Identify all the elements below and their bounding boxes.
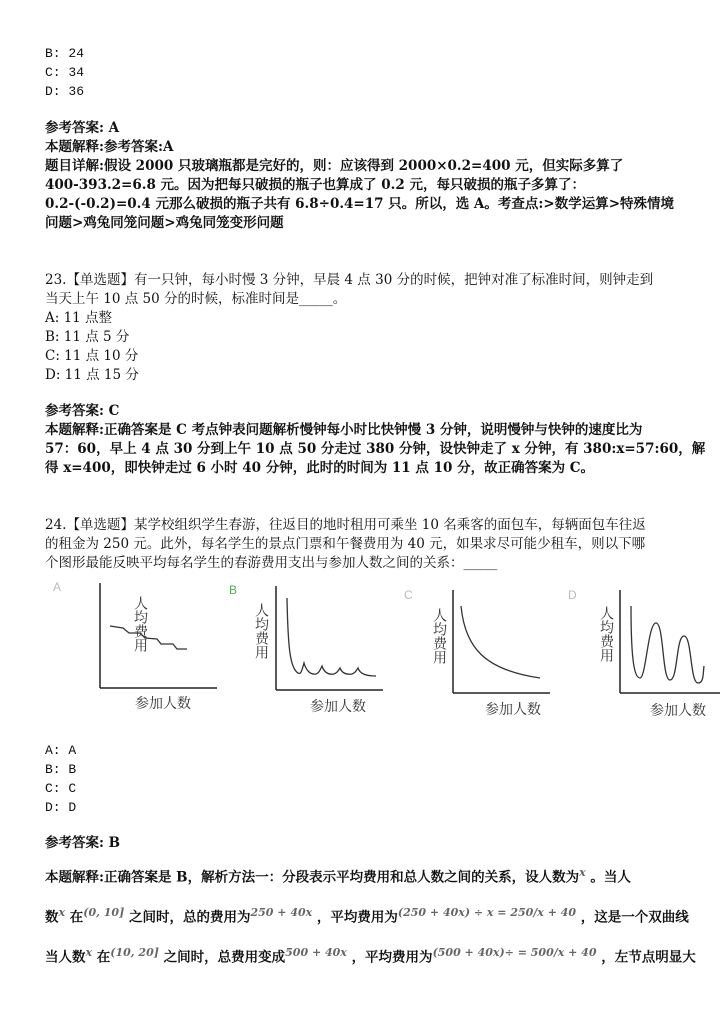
math-x: x — [58, 906, 66, 919]
option-a: A: 11 点整 — [45, 310, 113, 326]
figure-c-graph — [425, 578, 560, 723]
figure-label-c: C — [404, 588, 413, 602]
option-a: A: A — [45, 743, 77, 758]
text: ，平均费用为 — [351, 949, 433, 966]
figure-a-graph — [92, 578, 230, 723]
math-range: (0, 10] — [83, 906, 125, 919]
option-c: C: C — [45, 781, 77, 796]
explanation-line: 本题解释:参考答案:A — [45, 139, 174, 155]
explanation-line: 得 x=400，即快钟走过 6 小时 40 分钟，此时的时间为 11 点 10 分，故正确答案为 C。 — [45, 460, 595, 476]
explanation-line — [45, 903, 689, 928]
text: 在 — [69, 909, 84, 926]
x-axis-label: 参加人数 — [650, 703, 706, 719]
math-avg: (250 + 40x) ÷ x = 250/x + 40 — [397, 906, 577, 919]
y-axis-label: 人均费用 — [598, 606, 614, 662]
explanation-line: 题目详解:假设 2000 只玻璃瓶都是完好的，则：应该得到 2000×0.2=400 元，但实际多算了 — [45, 158, 624, 174]
explanation-line: 57：60，早上 4 点 30 分到上午 10 点 50 分走过 380 分钟，设快钟走了 x 分钟，有 380:x=57:60，解 — [45, 441, 706, 457]
explanation-line — [45, 863, 631, 888]
figure-label-b: B — [229, 583, 238, 597]
text: 之间时，总费用变成 — [163, 949, 286, 966]
explanation-line: 400-393.2=6.8 元。因为把每只破损的瓶子也算成了 0.2 元，每只破损的瓶子多算了： — [45, 177, 585, 193]
figure-c-curve — [461, 606, 540, 678]
option-b: B: 11 点 5 分 — [45, 329, 130, 345]
answer: 参考答案: C — [45, 403, 120, 419]
explanation-line: 本题解释:正确答案是 C 考点钟表问题解析慢钟每小时比快钟慢 3 分钟，说明慢钟与快钟的速度比为 — [45, 422, 643, 438]
figure-b-curve — [287, 598, 376, 676]
text: 之间时，总的费用为 — [129, 909, 251, 926]
option-d: D: D — [45, 800, 77, 815]
text: 数 — [45, 909, 59, 926]
figure-d-curve — [631, 606, 704, 683]
figure-label-d: D — [568, 588, 577, 602]
figure-b-graph — [253, 578, 393, 723]
explanation-line — [45, 943, 696, 968]
text: ，这是一个双曲线 — [580, 909, 689, 926]
text: ，平均费用为 — [316, 909, 398, 926]
option-d: D: 11 点 15 分 — [45, 367, 139, 383]
question-stem: 个图形最能反映平均每名学生的春游费用支出与参加人数之间的关系：_____ — [45, 555, 498, 571]
math-total: 500 + 40x — [285, 946, 347, 959]
math-range: (10, 20] — [110, 946, 159, 959]
y-axis-label: 人均费用 — [253, 603, 269, 659]
figure-a-curve — [110, 626, 187, 649]
question-stem: 的租金为 250 元。此外，每名学生的景点门票和午餐费用为 40 元，如果求尽可能少租车，则以下哪 — [45, 536, 646, 552]
option-d: D: 36 — [45, 84, 85, 99]
y-axis-label: 人均费用 — [431, 608, 447, 664]
option-c: C: 11 点 10 分 — [45, 348, 139, 364]
explanation-line: 0.2-(-0.2)=0.4 元那么破损的瓶子共有 6.8÷0.4=17 只。所以，选 A。考查点:>数学运算>特殊情境 — [45, 196, 675, 212]
question-stem: 24.【单选题】某学校组织学生春游，往返目的地时租用可乘坐 10 名乘客的面包车，每辆面包车往返 — [45, 517, 646, 533]
text: 本题解释:正确答案是 B，解析方法一：分段表示平均费用和总人数之间的关系，设人数为 — [45, 869, 580, 886]
math-avg: (500 + 40x)÷ = 500/x + 40 — [432, 946, 597, 959]
question-stem: 当天上午 10 点 50 分的时候，标准时间是_____。 — [45, 291, 347, 307]
option-c: C: 34 — [45, 65, 85, 80]
text: 当人数 — [45, 949, 86, 966]
text: 。当人 — [590, 869, 631, 886]
text: ，左节点明显大 — [601, 949, 696, 966]
math-total: 250 + 40x — [250, 906, 313, 919]
math-x: x — [85, 946, 93, 959]
math-x: x — [579, 866, 586, 879]
text: 在 — [96, 949, 111, 966]
figure-label-a: A — [53, 580, 62, 594]
explanation-line: 问题>鸡兔同笼问题>鸡兔同笼变形问题 — [45, 215, 284, 231]
figure-d-graph — [590, 578, 720, 723]
answer: 参考答案: B — [45, 835, 121, 851]
x-axis-label: 参加人数 — [135, 696, 191, 712]
answer: 参考答案: A — [45, 120, 120, 136]
option-b: B: 24 — [45, 46, 85, 61]
question-stem: 23.【单选题】有一只钟，每小时慢 3 分钟，早晨 4 点 30 分的时候，把钟对准了标准时间，则钟走到 — [45, 272, 654, 288]
x-axis-label: 参加人数 — [485, 702, 541, 718]
option-b: B: B — [45, 762, 77, 777]
x-axis-label: 参加人数 — [310, 699, 366, 715]
y-axis-label: 人均费用 — [92, 596, 148, 612]
